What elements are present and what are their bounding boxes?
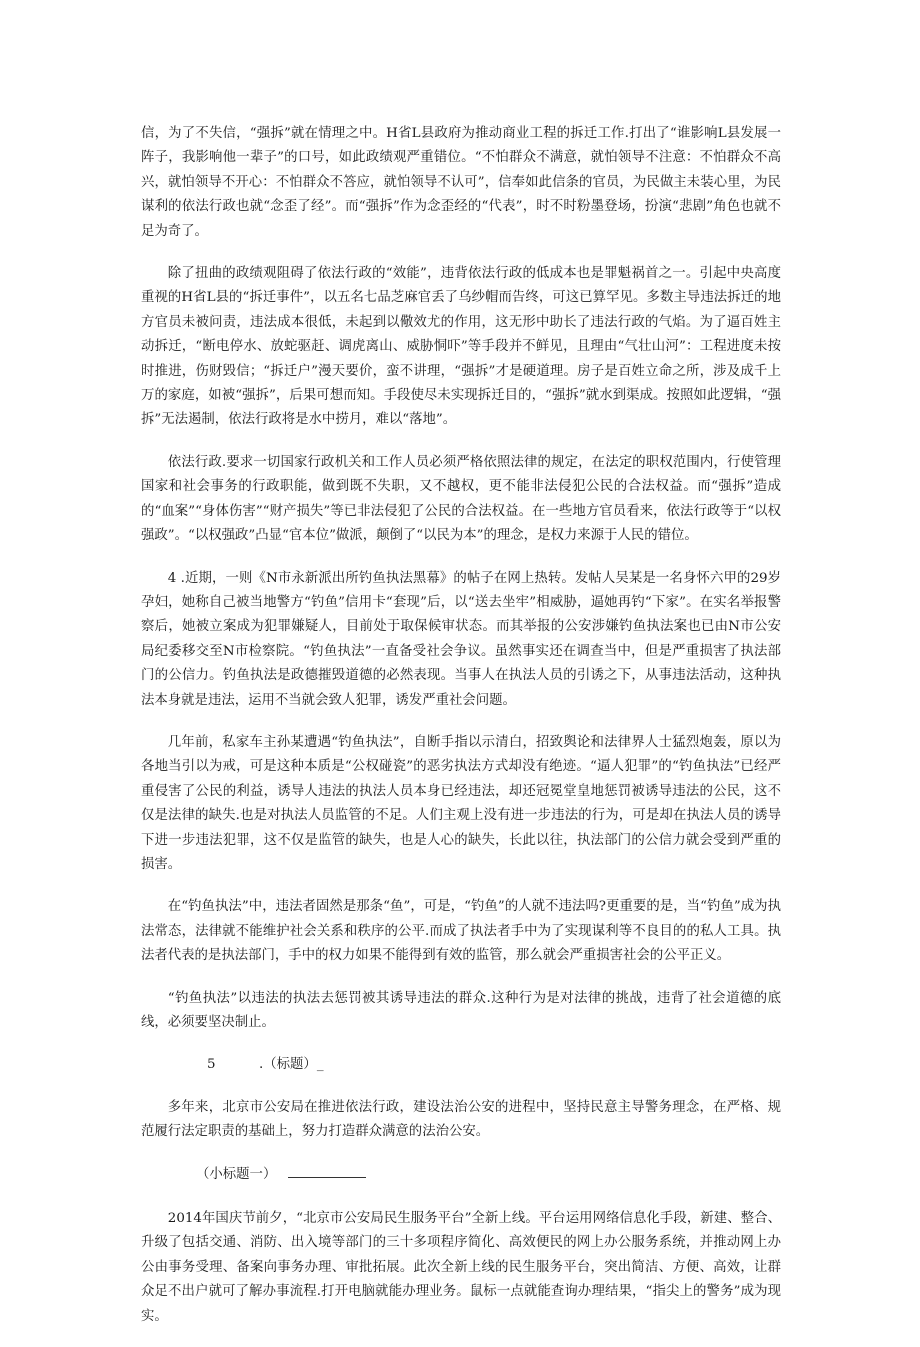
paragraph: 除了扭曲的政绩观阻碍了依法行政的“效能”，违背依法行政的低成本也是罪魁祸首之一。引起中央高度重视的H省L县的“拆迁事件”，以五名七品芝麻官丢了乌纱帽而告终，可这已算罕见。多数主导违法拆迁的地方官员未被问责，违法成本很低，未起到以儆效尤的作用，这无形中助长了违法行政的气焰。为了逼百姓主动拆迁，“断电停水、放蛇驱赶、调虎离山、威胁恫吓”等手段并不鲜见，且理由“气壮山河”：工程进度未按时推进，伤财毁信；“拆迁户”漫天要价，蛮不讲理，“强拆”才是硬道理。房子是百姓立命之所，涉及成千上万的家庭，如被“强拆”，后果可想而知。手段使尽未实现拆迁目的，“强拆”就水到渠成。按照如此逻辑，“强拆”无法遏制，依法行政将是水中捞月，难以“落地”。 (141, 266, 781, 428)
paragraph-item-4: 4 .近期，一则《N市永新派出所钓鱼执法黑幕》的帖子在网上热转。发帖人吴某是一名身怀六甲的29岁孕妇，她称自己被当地警方“钓鱼”信用卡“套现”后，以“送去坐牢”相威胁，逼她再钓“下家”。在实名举报警察后，她被立案成为犯罪嫌疑人，目前处于取保候审状态。而其举报的公安涉嫌钓鱼执法案也已由N市公安局纪委移交至N市检察院。“钓鱼执法”一直备受社会争议。虽然事实还在调查当中，但是严重损害了执法部门的公信力。钓鱼执法是政德摧毁道德的必然表现。当事人在执法人员的引诱之下，从事违法活动，这种执法本身就是违法，运用不当就会致人犯罪，诱发严重社会问题。 (141, 570, 781, 708)
paragraph: “钓鱼执法”以违法的执法去惩罚被其诱导违法的群众.这种行为是对法律的挑战，违背了社会道德的底线，必须要坚决制止。 (141, 990, 781, 1030)
paragraph: 依法行政.要求一切国家行政机关和工作人员必须严格依照法律的规定，在法定的职权范围内，行使管理国家和社会事务的行政职能，做到既不失职，又不越权，更不能非法侵犯公民的合法权益。而“强拆”造成的“血案”“身体伤害”“财产损失”等已非法侵犯了公民的合法权益。在一些地方官员看来，依法行政等于“以权强政”。“以权强政”凸显“官本位”做派，颠倒了“以民为本”的理念，是权力来源于人民的错位。 (141, 454, 781, 544)
subtitle-label: （小标题一） (196, 1166, 277, 1182)
paragraph: 多年来，北京市公安局在推进依法行政，建设法治公安的进程中，坚持民意主导警务理念，在严格、规范履行法定职责的基础上，努力打造群众满意的法治公安。 (141, 1099, 781, 1140)
paragraph: 2014年国庆节前夕，“北京市公安局民生服务平台”全新上线。平台运用网络信息化手段，新建、整合、升级了包括交通、消防、出入境等部门的三十多项程序简化、高效便民的网上办公服务系统，并推动网上办公由事务受理、备案向事务办理、审批拓展。此次全新上线的民生服务平台，突出简洁、方便、高效，让群众足不出户就可了解办事流程.打开电脑就能办理业务。鼠标一点就能查询办理结果，“指尖上的警务”成为现实。 (141, 1211, 781, 1324)
subtitle-blank-line (288, 1165, 366, 1178)
paragraph-continued: 信，为了不失信，“强拆”就在情理之中。H省L县政府为推动商业工程的拆迁工作.打出了“谁影响L县发展一阵子，我影响他一辈子”的口号，如此政绩观严重错位。“不怕群众不满意，就怕领导不注意：不怕群众不高兴，就怕领导不开心：不怕群众不答应，就怕领导不认可”，信奉如此信条的官员，为民做主未装心里，为民谋利的依法行政也就“念歪了经”。而“强拆”作为念歪经的“代表”，时不时粉墨登场，扮演“悲剧”角色也就不足为奇了。 (141, 126, 781, 239)
document-page (141, 122, 781, 1347)
item-number: 5 (207, 1057, 216, 1073)
paragraph: 在“钓鱼执法”中，违法者固然是那条“鱼”，可是，“钓鱼”的人就不违法吗?更重要的是，当“钓鱼”成为执法常态，法律就不能维护社会关系和秩序的公平.而成了执法者手中为了实现谋利等不良目的的私人工具。执法者代表的是执法部门，手中的权力如果不能得到有效的监管，那么就会严重损害社会的公平正义。 (141, 899, 781, 964)
item-title-placeholder: .（标题）_ (259, 1057, 324, 1073)
subtitle-one (141, 1163, 781, 1187)
item-5-heading (141, 1053, 781, 1077)
paragraph: 几年前，私家车主孙某遭遇“钓鱼执法”，自断手指以示清白，招致舆论和法律界人士猛烈炮轰，原以为各地当引以为戒，可是这种本质是“公权碰瓷”的恶劣执法方式却没有绝迹。“逼人犯罪”的“钓鱼执法”已经严重侵害了公民的利益，诱导人违法的执法人员本身已经违法，却还冠冕堂皇地惩罚被诱导违法的公民，这不仅是法律的缺失.也是对执法人员监管的不足。人们主观上没有进一步违法的行为，可是却在执法人员的诱导下进一步违法犯罪，这不仅是监管的缺失，也是人心的缺失，长此以往，执法部门的公信力就会受到严重的损害。 (141, 734, 781, 872)
